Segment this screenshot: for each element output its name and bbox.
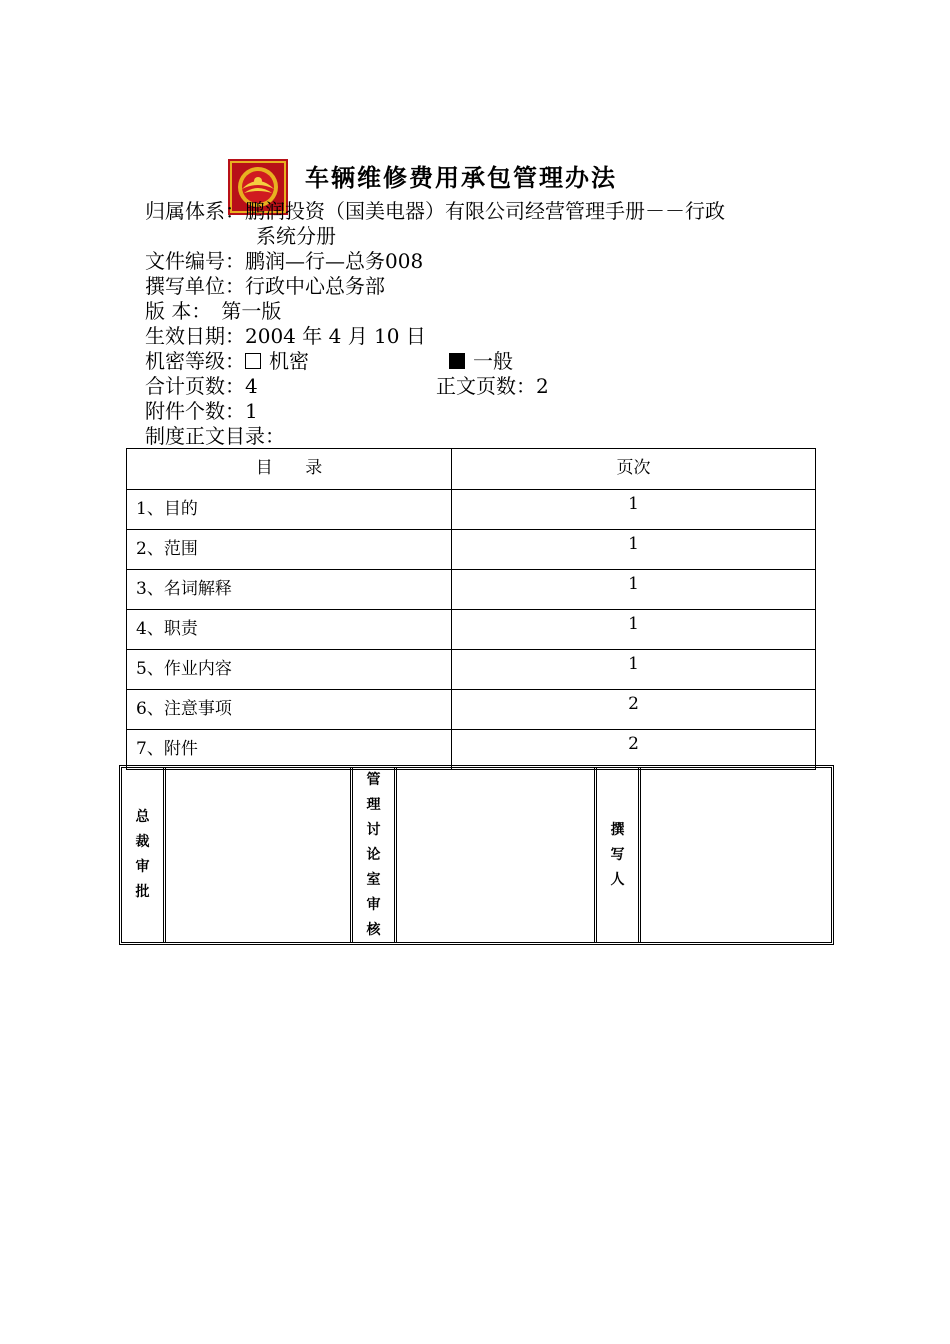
secrecy-label: 机密等级： — [145, 349, 245, 373]
toc-label: 制度正文目录： — [145, 424, 285, 448]
table-row — [127, 610, 816, 650]
document-title: 车辆维修费用承包管理办法 — [305, 164, 617, 192]
label-char: 讨 — [366, 821, 381, 838]
toc-page: 2 — [452, 730, 816, 770]
table-row — [127, 530, 816, 570]
label-char: 管 — [366, 771, 381, 788]
toc-header-page: 页次 — [452, 449, 816, 490]
effective-date: 生效日期：2004 年 4 月 10 日 — [145, 324, 426, 348]
attachments-count: 附件个数：1 — [145, 399, 258, 423]
label-char: 裁 — [135, 834, 150, 850]
table-row — [127, 490, 816, 530]
toc-item: 1、目的 — [127, 490, 452, 530]
system-value-cont: 系统分册 — [256, 224, 336, 248]
toc-item: 3、名词解释 — [127, 570, 452, 610]
toc-page: 1 — [452, 490, 816, 530]
checkbox-confidential-icon — [245, 353, 261, 369]
version-value: 第一版 — [221, 299, 282, 323]
label-char: 写 — [610, 846, 625, 863]
version-row — [145, 299, 281, 324]
system-label: 归属体系： — [145, 199, 245, 223]
toc-page: 2 — [452, 690, 816, 730]
table-row — [127, 730, 816, 770]
committee-review-label — [353, 768, 397, 942]
secrecy-option-general-wrap — [449, 349, 513, 374]
toc-page: 1 — [452, 650, 816, 690]
label-char: 理 — [366, 796, 381, 813]
label-char: 室 — [366, 871, 381, 888]
president-approval-field[interactable] — [166, 768, 353, 942]
label-char: 论 — [366, 846, 381, 863]
secrecy-option-confidential: 机密 — [269, 349, 309, 373]
label-char: 撰 — [610, 821, 625, 838]
version-label: 版 本： — [145, 299, 212, 323]
total-pages: 合计页数：4 — [145, 374, 258, 398]
label-char: 人 — [610, 871, 625, 888]
label-char: 审 — [135, 859, 150, 875]
checkbox-general-icon — [449, 353, 465, 369]
toc-header-contents: 目 录 — [127, 449, 452, 490]
author-field[interactable] — [641, 768, 831, 942]
doc-number: 文件编号：鹏润—行—总务008 — [145, 249, 424, 273]
label-char: 审 — [366, 896, 381, 913]
author-unit: 撰写单位：行政中心总务部 — [145, 274, 385, 298]
toc-header-row — [127, 449, 816, 490]
toc-page: 1 — [452, 610, 816, 650]
toc-item: 2、范围 — [127, 530, 452, 570]
toc-item: 4、职责 — [127, 610, 452, 650]
president-approval-label — [122, 768, 166, 942]
toc-item: 6、注意事项 — [127, 690, 452, 730]
label-char: 批 — [135, 884, 150, 900]
toc-page: 1 — [452, 530, 816, 570]
committee-review-field[interactable] — [397, 768, 597, 942]
approval-table — [119, 765, 834, 945]
label-char: 核 — [366, 921, 381, 938]
toc-page: 1 — [452, 570, 816, 610]
toc-item: 5、作业内容 — [127, 650, 452, 690]
system-value: 鹏润投资（国美电器）有限公司经营管理手册－－行政 — [245, 199, 725, 223]
secrecy-row — [145, 349, 513, 374]
system-row — [145, 199, 725, 224]
table-row — [127, 570, 816, 610]
label-char: 总 — [135, 809, 150, 825]
author-label — [597, 768, 641, 942]
secrecy-option-general: 一般 — [473, 349, 513, 373]
body-pages: 正文页数：2 — [436, 374, 549, 398]
table-row — [127, 650, 816, 690]
toc-table — [126, 448, 816, 770]
toc-item: 7、附件 — [127, 730, 452, 770]
table-row — [127, 690, 816, 730]
